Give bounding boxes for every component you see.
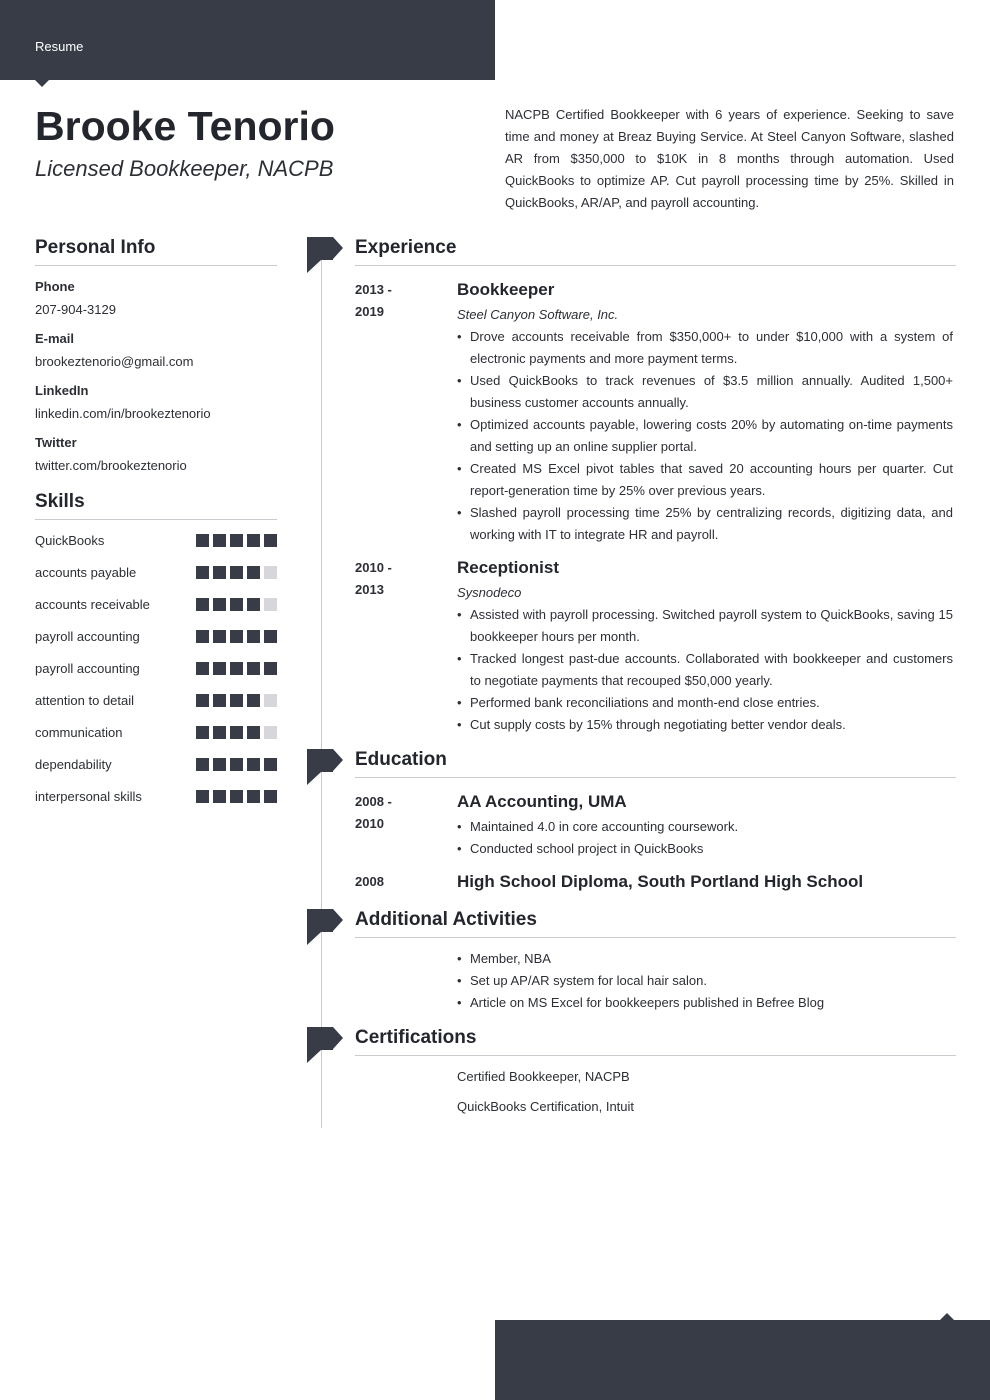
job-company: Sysnodeco <box>457 585 522 600</box>
rating-square-filled <box>230 790 243 803</box>
rating-square-filled <box>213 630 226 643</box>
section-flag-icon <box>307 1027 343 1063</box>
list-item: • Used QuickBooks to track revenues of $3.5 million annually. Audited 1,500+ business customer accounts annually. <box>457 370 953 414</box>
date-end: 2010 <box>355 816 384 831</box>
rating-square-empty <box>264 598 277 611</box>
job-bullets <box>457 326 953 546</box>
rating-square-filled <box>196 534 209 547</box>
education-date: 2008 <box>355 874 384 889</box>
rating-square-filled <box>213 790 226 803</box>
rating-square-empty <box>264 726 277 739</box>
skill-name: payroll accounting <box>35 628 140 644</box>
activities-bullets <box>457 948 953 1014</box>
rating-square-filled <box>247 598 260 611</box>
skill-name: QuickBooks <box>35 532 105 548</box>
footer-band <box>495 1320 990 1400</box>
skill-rating <box>196 726 277 739</box>
rating-square-filled <box>196 694 209 707</box>
rating-square-filled <box>213 726 226 739</box>
experience-heading: Experience <box>355 237 956 266</box>
rating-square-filled <box>230 662 243 675</box>
activities-details <box>457 948 953 1014</box>
education-dates <box>355 791 435 835</box>
rating-square-filled <box>230 726 243 739</box>
skill-rating <box>196 662 277 675</box>
linkedin-value: linkedin.com/in/brookeztenorio <box>35 406 211 421</box>
phone-label: Phone <box>35 279 75 294</box>
personal-info-heading: Personal Info <box>35 237 277 266</box>
rating-square-filled <box>230 534 243 547</box>
degree: High School Diploma, South Portland High School <box>457 872 864 891</box>
rating-square-filled <box>196 566 209 579</box>
skill-row <box>35 524 277 556</box>
list-item: • Cut supply costs by 15% through negotiating better vendor deals. <box>457 714 953 736</box>
job-dates <box>355 557 435 601</box>
skill-rating <box>196 790 277 803</box>
list-item: • Article on MS Excel for bookkeepers published in Befree Blog <box>457 992 953 1014</box>
rating-square-filled <box>247 758 260 771</box>
activities-heading: Additional Activities <box>355 909 956 938</box>
document-label: Resume <box>35 39 84 54</box>
skill-row <box>35 620 277 652</box>
education-heading: Education <box>355 749 956 778</box>
date-start: 2013 - <box>355 282 392 297</box>
skills-list <box>35 524 277 812</box>
skill-name: interpersonal skills <box>35 788 142 804</box>
list-item: • Performed bank reconciliations and month-end close entries. <box>457 692 953 714</box>
section-flag-icon <box>307 909 343 945</box>
list-item: • Optimized accounts payable, lowering costs 20% by automating on-time payments and setting up an online supplier portal. <box>457 414 953 458</box>
rating-square-filled <box>213 598 226 611</box>
email-label: E-mail <box>35 331 75 346</box>
skill-name: payroll accounting <box>35 660 140 676</box>
skill-name: accounts receivable <box>35 596 150 612</box>
job-role: Bookkeeper <box>457 280 555 299</box>
skill-rating <box>196 630 277 643</box>
skill-rating <box>196 534 277 547</box>
list-item: • Set up AP/AR system for local hair salon. <box>457 970 953 992</box>
candidate-name: Brooke Tenorio <box>35 103 335 149</box>
rating-square-filled <box>264 662 277 675</box>
rating-square-filled <box>230 566 243 579</box>
date-start: 2010 - <box>355 560 392 575</box>
rating-square-filled <box>213 662 226 675</box>
skill-name: communication <box>35 724 123 740</box>
degree: AA Accounting, UMA <box>457 792 627 811</box>
rating-square-filled <box>247 630 260 643</box>
certifications-details <box>457 1069 953 1115</box>
job-bullets <box>457 604 953 736</box>
section-flag-icon <box>307 749 343 785</box>
education-bullets <box>457 816 953 860</box>
summary-paragraph: NACPB Certified Bookkeeper with 6 years of experience. Seeking to save time and money at Breaz Buying Service. At Steel Canyon Software, slashed AR from $350,000 to $10K in 8 months through automation. Used QuickBooks to optimize AP. Cut payroll processing time by 25%. Skilled in QuickBooks, AR/AP, and payroll accounting. <box>505 107 954 210</box>
education-details <box>457 791 953 860</box>
rating-square-filled <box>213 758 226 771</box>
skills-heading: Skills <box>35 491 277 520</box>
job-dates <box>355 279 435 323</box>
rating-square-filled <box>196 726 209 739</box>
header-band <box>0 0 495 80</box>
job-details <box>457 279 953 546</box>
rating-square-filled <box>230 758 243 771</box>
certifications-heading: Certifications <box>355 1027 956 1056</box>
timeline-line <box>321 260 322 1128</box>
rating-square-filled <box>247 566 260 579</box>
rating-square-filled <box>247 790 260 803</box>
list-item: • Tracked longest past-due accounts. Collaborated with bookkeeper and customers to negotiate payments that recouped $50,000 yearly. <box>457 648 953 692</box>
candidate-title: Licensed Bookkeeper, NACPB <box>35 156 334 181</box>
rating-square-filled <box>247 726 260 739</box>
header-notch <box>35 80 49 87</box>
rating-square-filled <box>230 598 243 611</box>
rating-square-filled <box>247 662 260 675</box>
rating-square-filled <box>213 534 226 547</box>
section-flag-icon <box>307 237 343 273</box>
footer-notch <box>940 1313 954 1320</box>
skill-row <box>35 684 277 716</box>
skill-rating <box>196 566 277 579</box>
date-end: 2013 <box>355 582 384 597</box>
rating-square-filled <box>196 598 209 611</box>
certification-item: QuickBooks Certification, Intuit <box>457 1099 635 1114</box>
list-item: • Maintained 4.0 in core accounting coursework. <box>457 816 953 838</box>
skill-row <box>35 716 277 748</box>
education-details <box>457 871 953 893</box>
date-end: 2019 <box>355 304 384 319</box>
list-item: • Assisted with payroll processing. Switched payroll system to QuickBooks, saving 15 bookkeeper hours per month. <box>457 604 953 648</box>
skill-row <box>35 556 277 588</box>
email-value: brookeztenorio@gmail.com <box>35 354 194 369</box>
rating-square-filled <box>264 790 277 803</box>
certification-item: Certified Bookkeeper, NACPB <box>457 1069 630 1084</box>
rating-square-filled <box>247 534 260 547</box>
job-company: Steel Canyon Software, Inc. <box>457 307 619 322</box>
list-item: • Conducted school project in QuickBooks <box>457 838 953 860</box>
skill-rating <box>196 758 277 771</box>
linkedin-label: LinkedIn <box>35 383 89 398</box>
rating-square-filled <box>196 758 209 771</box>
rating-square-filled <box>247 694 260 707</box>
rating-square-filled <box>264 534 277 547</box>
list-item: • Created MS Excel pivot tables that saved 20 accounting hours per quarter. Cut report-generation time by 25% over previous years. <box>457 458 953 502</box>
skill-row <box>35 588 277 620</box>
rating-square-filled <box>196 630 209 643</box>
rating-square-filled <box>196 790 209 803</box>
list-item: • Drove accounts receivable from $350,000+ to under $10,000 with a system of electronic payments and more payment terms. <box>457 326 953 370</box>
job-details <box>457 557 953 736</box>
rating-square-filled <box>230 630 243 643</box>
rating-square-filled <box>264 758 277 771</box>
skill-row <box>35 780 277 812</box>
list-item: • Member, NBA <box>457 948 953 970</box>
rating-square-filled <box>213 694 226 707</box>
job-role: Receptionist <box>457 558 560 577</box>
rating-square-filled <box>230 694 243 707</box>
rating-square-filled <box>196 662 209 675</box>
skill-name: dependability <box>35 756 112 772</box>
skill-row <box>35 652 277 684</box>
twitter-value: twitter.com/brookeztenorio <box>35 458 187 473</box>
skill-row <box>35 748 277 780</box>
rating-square-empty <box>264 566 277 579</box>
left-column <box>35 237 277 812</box>
skill-name: attention to detail <box>35 692 135 708</box>
date-start: 2008 - <box>355 794 392 809</box>
list-item: • Slashed payroll processing time 25% by centralizing records, digitizing data, and working with IT to integrate HR and payroll. <box>457 502 953 546</box>
skill-name: accounts payable <box>35 564 137 580</box>
skill-rating <box>196 598 277 611</box>
twitter-label: Twitter <box>35 435 77 450</box>
rating-square-filled <box>213 566 226 579</box>
rating-square-empty <box>264 694 277 707</box>
phone-value: 207-904-3129 <box>35 302 116 317</box>
skill-rating <box>196 694 277 707</box>
rating-square-filled <box>264 630 277 643</box>
